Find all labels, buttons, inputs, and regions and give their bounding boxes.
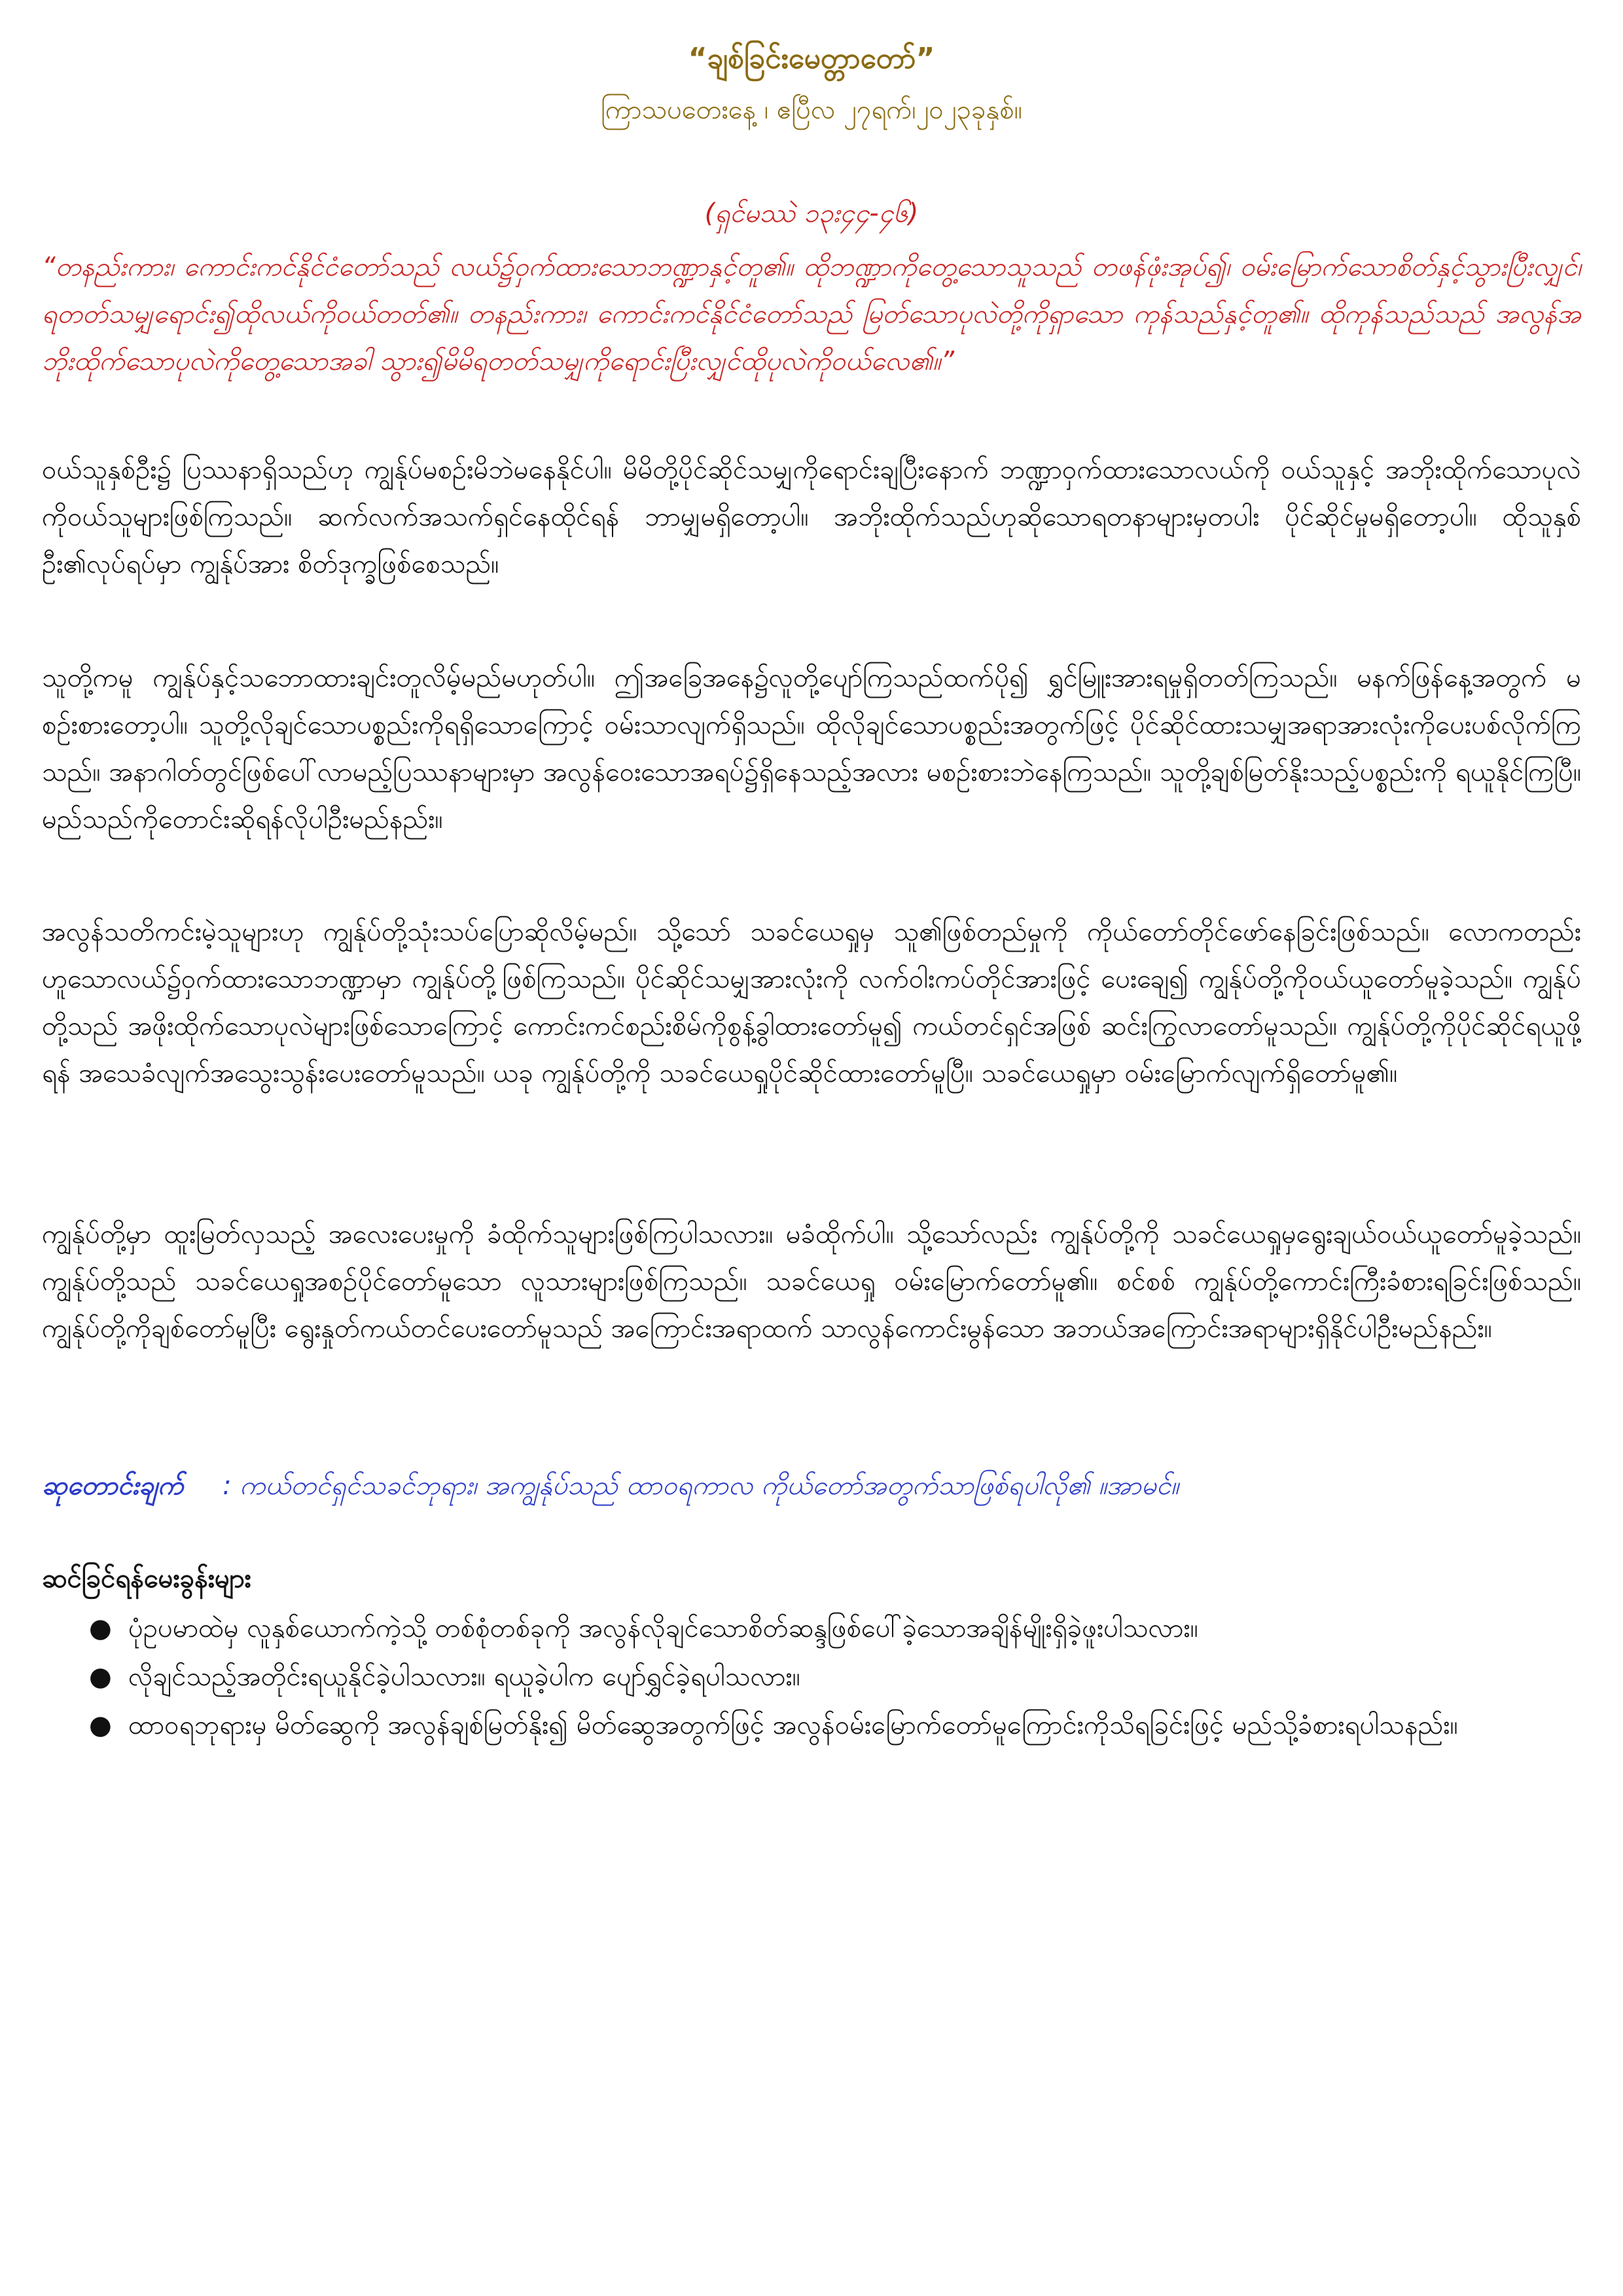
body-paragraph-3: အလွန်သတိကင်းမဲ့သူများဟု ကျွန်ုပ်တို့သုံးသပ်ပြောဆိုလိမ့်မည်။ သို့သော် သခင်ယေရှုမှ သူ၏ဖြစ်တည်မှုကို ကိုယ်တော်တိုင်ဖော်နေခြင်းဖြစ်သည်။ လောကတည်းဟူသောလယ်၌ဝှက်ထားသောဘဏ္ဍာမှာ ကျွန်ုပ်တို့ဖြစ်ကြသည်။ ပိုင်ဆိုင်သမျှအားလုံးကို လက်ဝါးကပ်တိုင်အားဖြင့် ပေးချေ၍ ကျွန်ုပ်တို့ကိုဝယ်ယူတော်မူခဲ့သည်။ ကျွန်ုပ်တို့သည် အဖိုးထိုက်သောပုလဲများဖြစ်သောကြောင့် ကောင်းကင်စည်းစိမ်ကိုစွန့်ခွါထားတော်မူ၍ ကယ်တင်ရှင်အဖြစ် ဆင်းကြွလာတော်မူသည်။ ကျွန်ုပ်တို့ကိုပိုင်ဆိုင်ရယူဖို့ရန် အသေခံလျက်အသွေးသွန်းပေးတော်မူသည်။ ယခု ကျွန်ုပ်တို့ကို သခင်ယေရှုပိုင်ဆိုင်ထားတော်မူပြီ။ သခင်ယေရှုမှာ ဝမ်းမြောက်လျက်ရှိတော်မူ၏။ bbox=[42, 917, 1581, 1088]
questions-heading: ဆင်ခြင်ရန်မေးခွန်းများ bbox=[42, 1564, 251, 1594]
bullet-icon: ● bbox=[89, 1662, 112, 1692]
question-text: ပုံဥပမာထဲမှ လူနှစ်ယောက်ကဲ့သို့ တစ်စုံတစ်ခုကို အလွန်လိုချင်သောစိတ်ဆန္ဒဖြစ်ပေါ်ခဲ့သောအချိန်မျိုးရှိခဲ့ဖူးပါသလား။ bbox=[128, 1613, 1198, 1643]
bullet-icon: ● bbox=[89, 1710, 112, 1740]
question-text: ထာဝရဘုရားမှ မိတ်ဆွေကို အလွန်ချစ်မြတ်နိုး၍ မိတ်ဆွေအတွက်ဖြင့် အလွန်ဝမ်းမြောက်တော်မူကြောင်းကိုသိရခြင်းဖြင့် မည်သို့ခံစားရပါသနည်း။ bbox=[128, 1710, 1458, 1740]
scripture-text: “တနည်းကား၊ ကောင်းကင်နိုင်ငံတော်သည် လယ်၌ဝှက်ထားသောဘဏ္ဍာနှင့်တူ၏။ ထိုဘဏ္ဍာကိုတွေ့သောသူသည် တဖန်ဖုံးအုပ်၍၊ ဝမ်းမြောက်သောစိတ်နှင့်သွားပြီးလျှင်၊ ရတတ်သမျှရောင်း၍ထိုလယ်ကိုဝယ်တတ်၏။ တနည်းကား၊ ကောင်းကင်နိုင်ငံတော်သည် မြတ်သောပုလဲတို့ကိုရှာသော ကုန်သည်နှင့်တူ၏။ ထိုကုန်သည်သည် အလွန်အဘိုးထိုက်သောပုလဲကိုတွေ့သောအခါ သွား၍မိမိရတတ်သမျှကိုရောင်းပြီးလျှင်ထိုပုလဲကိုဝယ်လေ၏။” bbox=[42, 252, 1581, 376]
question-text: လိုချင်သည့်အတိုင်းရယူနိုင်ခဲ့ပါသလား။ ရယူခဲ့ပါက ပျော်ရွှင်ခဲ့ရပါသလား။ bbox=[128, 1662, 800, 1692]
questions-list bbox=[89, 1605, 1581, 1750]
bullet-icon: ● bbox=[89, 1613, 112, 1643]
body-paragraph-1: ဝယ်သူနှစ်ဦး၌ ပြဿနာရှိသည်ဟု ကျွန်ုပ်မစဉ်းမိဘဲမနေနိုင်ပါ။ မိမိတို့ပိုင်ဆိုင်သမျှကိုရောင်းချပြီးနောက် ဘဏ္ဍာဝှက်ထားသောလယ်ကို ဝယ်သူနှင့် အဘိုးထိုက်သောပုလဲကိုဝယ်သူများဖြစ်ကြသည်။ ဆက်လက်အသက်ရှင်နေထိုင်ရန် ဘာမျှမရှိတော့ပါ။ အဘိုးထိုက်သည်ဟုဆိုသောရတနာများမှတပါး ပိုင်ဆိုင်မှုမရှိတော့ပါ။ ထိုသူနှစ်ဦး၏လုပ်ရပ်မှာ ကျွန်ုပ်အား စိတ်ဒုက္ခဖြစ်စေသည်။ bbox=[42, 455, 1581, 579]
list-item bbox=[89, 1605, 1581, 1652]
scripture-reference: (ရှင်မဿဲ ၁၃း၄၄-၄၆) bbox=[704, 198, 919, 228]
prayer-line bbox=[42, 1462, 1581, 1509]
body-paragraph-2: သူတို့ကမူ ကျွန်ုပ်နှင့်သဘောထားချင်းတူလိမ့်မည်မဟုတ်ပါ။ ဤအခြေအနေ၌လူတို့ပျော်ကြသည်ထက်ပို၍ ရွှင်မြူးအားရမှုရှိတတ်ကြသည်။ မနက်ဖြန်နေ့အတွက် မစဉ်းစားတော့ပါ။ သူတို့လိုချင်သောပစ္စည်းကိုရရှိသောကြောင့် ဝမ်းသာလျက်ရှိသည်။ ထိုလိုချင်သောပစ္စည်းအတွက်ဖြင့် ပိုင်ဆိုင်ထားသမျှအရာအားလုံးကိုပေးပစ်လိုက်ကြသည်။ အနာဂါတ်တွင်ဖြစ်ပေါ်လာမည့်ပြဿနာများမှာ အလွန်ဝေးသောအရပ်၌ရှိနေသည့်အလား မစဉ်းစားဘဲနေကြသည်။ သူတို့ချစ်မြတ်နိုးသည့်ပစ္စည်းကို ရယူနိုင်ကြပြီ။ မည်သည်ကိုတောင်းဆိုရန်လိုပါဦးမည်နည်း။ bbox=[42, 663, 1581, 834]
page-title: “ချစ်ခြင်းမေတ္တာတော်” bbox=[688, 42, 935, 75]
body-paragraph-4: ကျွန်ုပ်တို့မှာ ထူးမြတ်လှသည့် အလေးပေးမှုကို ခံထိုက်သူများဖြစ်ကြပါသလား။ မခံထိုက်ပါ။ သို့သော်လည်း ကျွန်ုပ်တို့ကို သခင်ယေရှုမှရွေးချယ်ဝယ်ယူတော်မူခဲ့သည်။ ကျွန်ုပ်တို့သည် သခင်ယေရှုအစဉ်ပိုင်တော်မူသော လူသားများဖြစ်ကြသည်။ သခင်ယေရှု ဝမ်းမြောက်တော်မူ၏။ စင်စစ် ကျွန်ုပ်တို့ကောင်းကြီးခံစားရခြင်းဖြစ်သည်။ ကျွန်ုပ်တို့ကိုချစ်တော်မူပြီး ရွေးနှုတ်ကယ်တင်ပေးတော်မူသည် အကြောင်းအရာထက် သာလွန်ကောင်းမွန်သော အဘယ်အကြောင်းအရာများရှိနိုင်ပါဦးမည်နည်း။ bbox=[42, 1219, 1581, 1344]
list-item bbox=[89, 1702, 1581, 1749]
list-item bbox=[89, 1653, 1581, 1700]
date-line: ကြာသပတေးနေ့ ၊ ဧပြီလ ၂၇ရက်၊၂၀၂၃ခုနှစ်။ bbox=[601, 95, 1022, 125]
prayer-label: ဆုတောင်းချက် bbox=[42, 1471, 184, 1501]
prayer-text: : ကယ်တင်ရှင်သခင်ဘုရား၊ အကျွန်ုပ်သည် ထာဝရကာလ ကိုယ်တော်အတွက်သာဖြစ်ရပါလို၏ ။အာမင်။ bbox=[223, 1471, 1179, 1501]
